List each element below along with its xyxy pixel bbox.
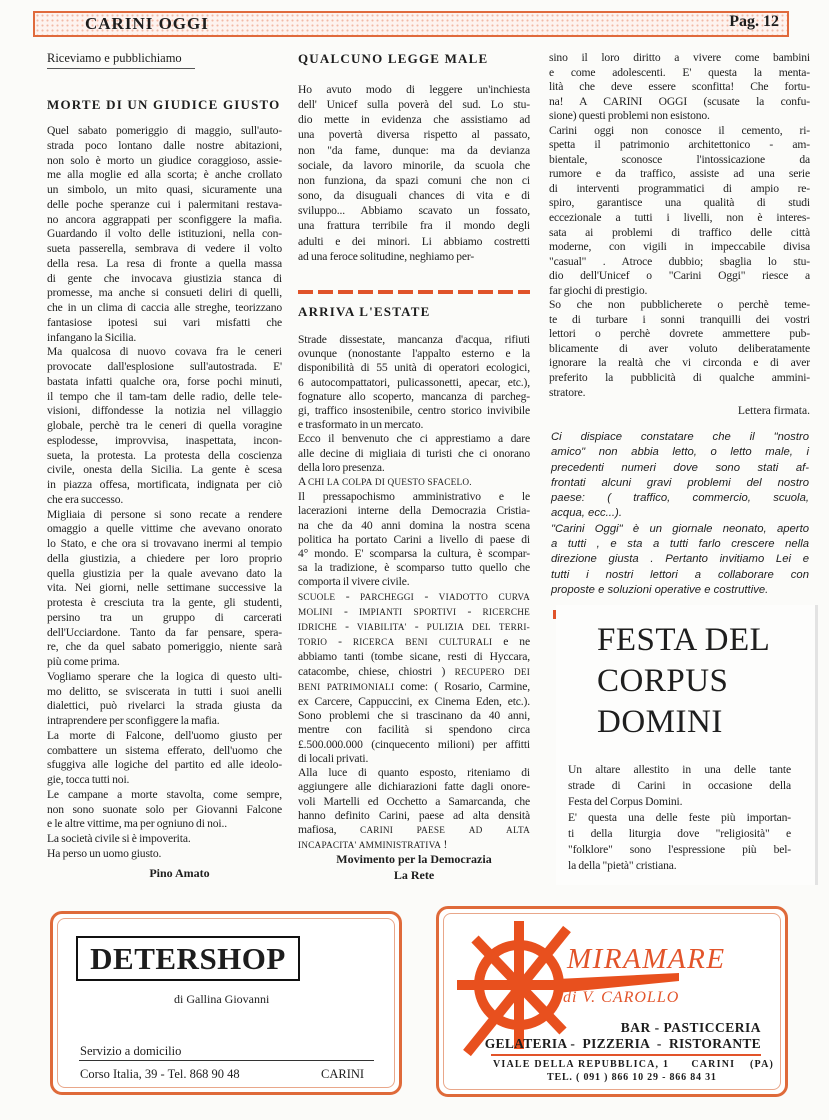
text-line: più come prima.: [47, 655, 120, 668]
text-line: dio dell'Unicef o "Carini Oggi" riesce a: [549, 269, 810, 283]
text-line: promesse, ma anche si consueti deliri di quelli,: [47, 286, 282, 300]
text-line: ti della liturgia dove "religiosità" e: [568, 827, 791, 840]
text-line: vita. Nei giorni, nelle settimane successive la: [47, 581, 282, 595]
text-line: sino il loro diritto a vivere come bambini: [549, 51, 810, 64]
paragraph: [47, 832, 282, 847]
small-caps-word: SCUOLE: [298, 592, 336, 603]
festa-body: [568, 762, 791, 874]
text-line: 4° mondo. E' scomparsa la cultura, è scompar-: [298, 547, 530, 561]
text-line: sfuggiva alle logiche del partito ed alle ideolo-: [47, 758, 282, 772]
text-line: strada poco lontano dalle nostre abitazioni,: [47, 138, 282, 152]
signature-line: La Rete: [393, 868, 435, 882]
detershop-owner: di Gallina Giovanni: [174, 992, 270, 1006]
text-line: Quel sabato pomeriggio di maggio, sull'auto-: [47, 124, 282, 137]
paragraph: [298, 432, 530, 475]
article-signature-rete: [298, 851, 530, 883]
paragraph: [47, 345, 282, 507]
text-line: sono, da disuguali chances di vita e di: [298, 189, 530, 203]
small-caps-word: COLPA: [342, 478, 373, 489]
small-caps-word: RECUPERO: [454, 667, 505, 678]
paragraph: [47, 508, 282, 670]
article-body-estate: [298, 333, 530, 853]
miramare-owner: di V. CAROLLO: [563, 989, 680, 1006]
small-caps-word: DI: [374, 478, 386, 489]
text-line: mo delitto, se sviscerata in tutti i suoi anelli: [47, 684, 282, 698]
festa-corpus-domini-box: [556, 605, 818, 885]
festa-title: [597, 620, 770, 743]
festa-title-line: CORPUS: [597, 663, 729, 699]
text-line: Le campane a morte stavolta, come sempre,: [47, 787, 282, 801]
text-line: La società civile si è impoverita.: [47, 832, 191, 845]
text-line: fognature allo scoperto, mancanza di parcheg-: [298, 389, 530, 403]
text-line: non solo è morto un giudice coraggioso, assie-: [47, 153, 282, 167]
article-body-legge-male: [298, 82, 530, 264]
text-line: la della "pietà" cristiana.: [568, 859, 677, 872]
text-line: della loro presenza.: [298, 460, 385, 474]
text-line: dialettici, può rivelarci la strada giusta da: [47, 699, 282, 713]
article-signature: Pino Amato: [149, 866, 210, 880]
small-caps-word: PATRIMONIALI: [326, 682, 395, 693]
text-line: a tutti , e sta a tutti farlo crescere nella: [551, 538, 809, 551]
paragraph: [298, 766, 530, 853]
small-caps-word: TERRI-: [498, 623, 530, 634]
text-line: dell'Ucciardone. Tanto da far pensare, spera-: [47, 625, 282, 639]
newspaper-name: CARINI OGGI: [85, 14, 209, 33]
text-line: provocate dall'esplosione sull'autostrada. E': [47, 360, 282, 373]
text-line: Ho avuto modo di leggere un'inchiesta: [298, 83, 530, 96]
text-line: lacerazioni interne della Democrazia Cristia-: [298, 504, 530, 518]
miramare-phone: TEL. ( 091 ) 866 10 29 - 866 84 31: [547, 1072, 717, 1083]
small-caps-word: TORIO: [298, 638, 328, 649]
dashed-divider: [298, 290, 530, 294]
paragraph: [298, 590, 530, 766]
text-line: intraprendere per sconfiggere la mafia.: [47, 714, 220, 727]
miramare-address: VIALE DELLA REPUBBLICA, 1 CARINI (PA): [493, 1059, 775, 1070]
text-line: Strade dissestate, mancanza d'acqua, rifiuti: [298, 333, 530, 346]
small-caps-word: MOLINI: [298, 607, 333, 618]
text-line: So che non pubblicherete o perchè teme-: [549, 298, 810, 312]
text-line: Ecco il benvenuto che ci apprestiamo a dare: [298, 432, 530, 446]
text-line: Ma qualcosa di nuovo covava fra le ceneri: [47, 345, 282, 359]
text-line: un simbolo, un mito quasi, sicuramente una: [47, 183, 282, 196]
text-line: persino tra un gruppo di carcerati: [47, 610, 282, 624]
text-line: delle poche speranze cui i palermitani restava-: [47, 197, 282, 211]
text-line: Migliaia di persone si sono recate a rendere: [47, 507, 282, 521]
detershop-address: Corso Italia, 39 - Tel. 868 90 48: [80, 1067, 240, 1081]
small-caps-word: IMPIANTI: [358, 607, 403, 618]
kicker-underline: [47, 68, 195, 69]
text-line: lo Stato, e che ora si trovavano inermi al tempio: [47, 537, 282, 550]
text-line: sata ai problemi di traffico delle città: [549, 225, 810, 239]
text-line: bastata infatti qualche ora, forse pochi minuti,: [47, 374, 282, 388]
text-line: di interventi programmatici di ampio re-: [549, 181, 810, 195]
detershop-city: CARINI: [321, 1067, 365, 1081]
text-line: adulti e dei minori. Li abbiamo costretti: [298, 234, 530, 248]
text-line: dell' Unicef sulla poverà del sud. Lo stu-: [298, 98, 530, 112]
text-line: lità che deve essere sconfitta! Che fortu-: [549, 80, 810, 94]
small-caps-word: RICERCA: [352, 638, 395, 649]
text-line: civile, onesta della Sicilia. La gente è scesa: [47, 463, 282, 477]
text-line: paese: ( traffico, commercio, scuola,: [551, 492, 809, 505]
festa-title-line: FESTA DEL: [597, 622, 771, 658]
text-line: na! A CARINI OGGI (scusate la confu-: [549, 94, 810, 108]
text-line: E' questa una delle feste più importan-: [568, 811, 791, 824]
text-line: hanno definito Carini, paese ad alta densità: [298, 808, 530, 822]
text-line: A CHI LA COLPA DI QUESTO SFACELO.: [298, 475, 472, 489]
text-line: rumore e da traffico, assiste ad una serie: [549, 167, 810, 181]
text-line: voli Martelli ed Occhetto a Samarcanda, che: [298, 794, 530, 808]
paragraph: [298, 333, 530, 432]
text-line: ignorare la realtà che vi circonda e di aver: [549, 356, 810, 370]
signature-line: Movimento per la Democrazia: [336, 852, 492, 866]
text-line: spiro, garantisce una qualità di studi: [549, 196, 810, 210]
text-line: re, che da quel sabato pomeriggio, niente sarà: [47, 640, 282, 654]
text-line: che era successo.: [47, 492, 124, 506]
text-line: mentre con facilità si spendono circa: [298, 723, 530, 737]
paragraph: [47, 670, 282, 729]
text-line: TORIO - RICERCA BENI CULTURALI e ne: [298, 635, 530, 649]
small-caps-word: CURVA: [498, 592, 530, 603]
paragraph: [47, 729, 282, 788]
text-line: sione) questi problemi non esistono.: [549, 109, 710, 123]
text-line: tutti i nostri lettori a collaborare con: [551, 568, 809, 581]
text-line: della giustizia, a chiedere per loro proprio: [47, 551, 282, 565]
miramare-services-2: GELATERIA - PIZZERIA - RISTORANTE: [484, 1036, 761, 1051]
text-line: che in un clima di caccia alle streghe, teorizzano: [47, 301, 282, 314]
paragraph: [549, 51, 810, 124]
paragraph: [568, 762, 791, 810]
text-line: direzione giusta . Pertanto invitiamo Lei e: [551, 553, 809, 566]
small-caps-word: BENI: [298, 682, 321, 693]
small-caps-word: CULTURALI: [438, 638, 493, 649]
text-line: frontati alcuni gravi problemi del nostro: [551, 476, 809, 489]
detershop-service: Servizio a domicilio: [80, 1044, 182, 1058]
text-line: Carini oggi non conosce il cemento, ri-: [549, 123, 810, 137]
text-line: e come adolescenti. E' questa la menta-: [549, 65, 810, 79]
paragraph: [298, 490, 530, 589]
text-line: disponibilità di 55 unità di operatori ecologici,: [298, 361, 530, 375]
article-title-legge-male: QUALCUNO LEGGE MALE: [298, 51, 489, 66]
text-line: combattere un sistema efferato, dell'uomo che: [47, 743, 282, 757]
small-caps-word: AD: [468, 825, 483, 836]
letter-signature: Lettera firmata.: [737, 404, 810, 417]
text-line: Festa del Corpus Domini.: [568, 795, 683, 808]
text-line: e le altre vittime, ma per ogniuno di noi..: [47, 817, 227, 831]
text-line: Il pressapochismo amministrativo e le: [298, 490, 530, 504]
text-line: Guardando il volto delle istituzioni, nella con-: [47, 227, 282, 241]
text-line: una povertà diversa rispetto al passato,: [298, 128, 530, 142]
ad-detershop: [50, 911, 402, 1095]
detershop-logo: DETERSHOP: [76, 936, 300, 981]
page-number: Pag. 12: [729, 13, 779, 30]
masthead-bar: [33, 11, 789, 37]
article-body-continued: [549, 51, 810, 400]
text-line: quella giustizia per la quale avevano dato la: [47, 566, 282, 580]
text-line: precedenti numeri dove sono stati af-: [551, 461, 809, 474]
small-caps-word: LA: [326, 478, 340, 489]
text-line: eccezionale a tutti i livelli, non è interes-: [549, 211, 810, 225]
small-caps-word: SFACELO.: [427, 478, 472, 489]
paragraph: [549, 124, 810, 299]
small-caps-word: IDRICHE: [298, 623, 337, 634]
text-line: Alla luce di quanto esposto, riteniamo di: [298, 766, 530, 780]
text-line: aggiungere alle dichiarazioni fatte dagli onore-: [298, 780, 530, 794]
text-line: sviluppo... Abbiamo scavato un fossato,: [298, 204, 530, 218]
text-line: Vogliamo sperare che la logica di questo ulti-: [47, 669, 282, 683]
text-line: INCAPACITA' AMMINISTRATIVA !: [298, 838, 448, 852]
small-caps-word: VIABILITA': [356, 623, 407, 634]
text-line: catacombe, chiese, chiostri ) RECUPERO DEI: [298, 664, 531, 678]
text-line: ad una feroce solitudine, neghiamo per-: [298, 249, 475, 263]
paragraph: [549, 298, 810, 400]
text-line: Ha perso un uomo giusto.: [47, 846, 162, 860]
paragraph: [551, 522, 809, 598]
paragraph: [47, 788, 282, 832]
small-caps-word: ALTA: [506, 825, 530, 836]
text-line: £.500.000.000 (cinquecento milioni) per affitti: [298, 737, 530, 751]
small-caps-word: PAESE: [416, 825, 446, 836]
text-line: alle decine di migliaia di turisti che ci onorano: [298, 446, 530, 460]
text-line: non "da fame, dunque: ma da devianza: [298, 143, 530, 157]
text-line: infangano la Sicilia.: [47, 330, 137, 344]
text-line: sueta, la protesta. La protesta della coscienza: [47, 448, 282, 462]
paragraph: [298, 475, 530, 490]
text-line: moderne, con vigili in impeccabile divisa: [549, 240, 810, 254]
editorial-reply: [551, 430, 809, 598]
text-line: omaggio a quelle vittime che avevano onorato: [47, 522, 282, 536]
small-caps-word: VIADOTTO: [438, 592, 488, 603]
text-line: "casual" . Atroce dubbio; sbaglia lo stu-: [549, 254, 810, 268]
small-caps-word: PARCHEGGI: [359, 592, 414, 603]
small-caps-word: DEL: [472, 623, 491, 634]
text-line: MOLINI - IMPIANTI SPORTIVI - RICERCHE: [298, 604, 530, 618]
text-line: comporta il vivere civile.: [298, 575, 410, 589]
paragraph: [47, 847, 282, 862]
text-line: ovunque (nonostante l'appalto esterno e la: [298, 347, 530, 361]
text-line: BENI PATRIMONIALI come: ( Rosario, Carmine,: [298, 679, 530, 693]
text-line: esplodesse, improvvisa, inaspettata, incon-: [47, 433, 282, 447]
text-line: sueta passerella, sembrava di vedere il volto: [47, 242, 282, 255]
text-line: na che da 40 anni domina la nostra scena: [298, 518, 530, 532]
text-line: preferito la pubblicità di qualche ammini-: [549, 371, 810, 385]
miramare-name: MIRAMARE: [567, 943, 726, 975]
section-kicker: Riceviamo e pubblichiamo: [47, 51, 182, 65]
small-caps-word: CARINI: [359, 825, 394, 836]
miramare-rule: [491, 1054, 761, 1056]
text-line: stratore.: [549, 385, 586, 399]
text-line: di gente che invocava giustizia stanca di: [47, 271, 282, 285]
paragraph: [47, 124, 282, 345]
text-line: proposte e soluzioni operative e costruttive.: [551, 583, 769, 596]
small-caps-word: SPORTIVI: [413, 607, 457, 618]
small-caps-word: BENI: [405, 638, 428, 649]
text-line: spetta il patrimonio architettonico - am-: [549, 138, 810, 152]
small-caps-word: QUESTO: [387, 478, 426, 489]
text-line: abbiamo tanti (tombe sicane, resti di Hyccara,: [298, 650, 530, 664]
small-caps-word: INCAPACITA': [298, 841, 357, 852]
text-line: SCUOLE - PARCHEGGI - VIADOTTO CURVA: [298, 589, 530, 603]
text-line: sa la tradizione, è scomparso tutto quello che: [298, 561, 530, 575]
article-body-giudice: [47, 124, 282, 862]
text-line: globale, perchè tra le ceneri di quella voragine: [47, 419, 282, 432]
text-line: te di turbare i sonni tranquilli dei vostri: [549, 312, 810, 326]
text-line: amico" non abbia letto, o letto male, i: [551, 446, 809, 459]
text-line: 6 autocompattatori, pulicassonetti, apecar, etc.),: [298, 375, 530, 389]
paragraph: [551, 430, 809, 522]
text-line: protesta è cresciuta tra la gente, gli studenti,: [47, 596, 282, 609]
text-line: ex Carcere, Cappuccini, ex Cinema Eden, etc.).: [298, 695, 530, 709]
text-line: gi, traffico insostenibile, centro storico invivibile: [298, 404, 530, 418]
text-line: sociale, da lavoro minorile, da scuola che: [298, 158, 530, 172]
text-line: visioni, diffondesse la notizia nel villaggio: [47, 404, 282, 418]
text-line: di locali privati.: [298, 751, 369, 765]
text-line: far giochi di prestigio.: [549, 283, 648, 297]
text-line: strade di Carini in occasione della: [568, 779, 791, 792]
text-line: gie, tocca tutti noi.: [47, 773, 130, 786]
article-title-giudice: MORTE DI UN GIUDICE GIUSTO: [47, 97, 281, 112]
text-line: e trasformato in un mercato.: [298, 418, 424, 432]
detershop-rule: [79, 1060, 374, 1061]
small-caps-word: PULIZIA: [426, 623, 465, 634]
paragraph: [568, 810, 791, 874]
text-line: Sono problemi che si trascinano da 40 anni,: [298, 709, 530, 723]
text-line: Un altare allestito in una delle tante: [568, 763, 791, 776]
text-line: La morte di Falcone, dell'uomo giusto per: [47, 728, 282, 742]
text-line: della resa. La resa di fronte a quella massa: [47, 256, 282, 270]
text-line: fantasiose ipotesi sui vari misfatti che: [47, 315, 282, 329]
text-line: non funziona, da spazi comuni che non ci: [298, 173, 530, 187]
text-line: IDRICHE - VIABILITA' - PULIZIA DEL TERRI-: [298, 620, 530, 634]
text-line: me alla moglie ed alla scorta; è anche crollato: [47, 168, 282, 182]
text-line: bientale, sconosce l'intossicazione da: [549, 152, 810, 166]
small-caps-word: RICERCHE: [482, 607, 530, 618]
text-line: mafiosa, CARINI PAESE AD ALTA: [298, 822, 530, 836]
text-line: "Carini Oggi" è un giornale neonato, aperto: [551, 522, 809, 535]
text-line: blicamente di aver voluto deliberatamente: [549, 341, 810, 355]
text-line: non sono suonate solo per Giovanni Falcone: [47, 802, 282, 816]
paragraph: [298, 82, 530, 264]
small-caps-word: CHI: [307, 478, 325, 489]
text-line: Ci dispiace constatare che il "nostro: [551, 431, 809, 443]
text-line: no ancora aggrappati per sconfiggere la mafia.: [47, 212, 282, 226]
small-caps-word: AMMINISTRATIVA: [358, 841, 442, 852]
text-line: il tempo che il tam-tam delle radio, delle tele-: [47, 389, 282, 403]
article-title-estate: ARRIVA L'ESTATE: [298, 304, 431, 319]
text-line: dio mette in evidenza che assistiamo ad: [298, 113, 530, 127]
text-line: "folklore" sono l'espressione più bel-: [568, 843, 791, 856]
small-caps-word: DEI: [513, 667, 531, 678]
miramare-services-1: BAR - PASTICCERIA: [620, 1020, 761, 1035]
text-line: una frattura terribile fra il mondo degli: [298, 219, 530, 233]
festa-title-line: DOMINI: [597, 704, 723, 740]
text-line: politica ha portato Carini a livello di paese di: [298, 532, 530, 546]
ad-miramare: [436, 906, 788, 1097]
text-line: lettori o perchè dovrete ammettere pub-: [549, 327, 810, 341]
text-line: acqua, ecc...).: [551, 507, 622, 520]
text-line: in piazza offesa, mortificata, indignata per ciò: [47, 478, 282, 491]
